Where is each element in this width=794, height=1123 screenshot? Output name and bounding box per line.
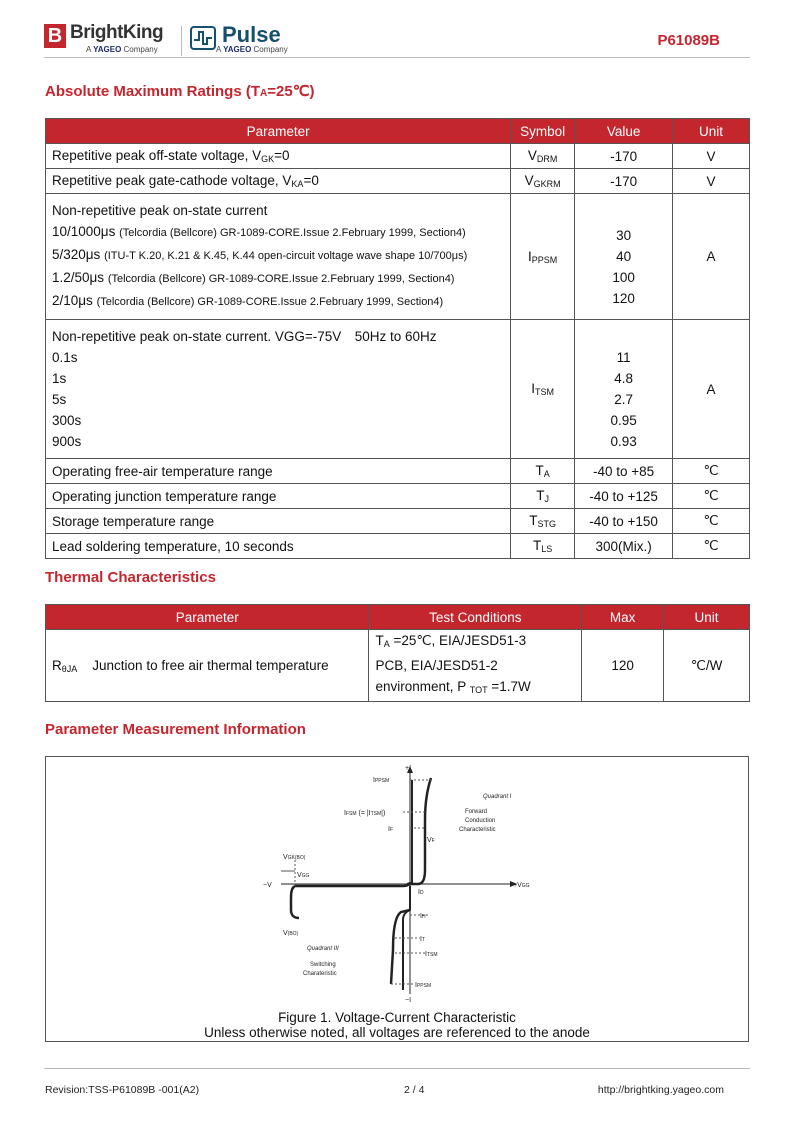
row-unit: ℃ [673,459,750,484]
vi-characteristic-diagram [255,760,540,1006]
header-unit: Unit [673,119,750,144]
row-parameter: Lead soldering temperature, 10 seconds [46,534,511,559]
row-symbol: $V_{DRM}$ [511,144,575,169]
row-symbol: $T_J$ [511,484,575,509]
table-row-ppsm [46,194,750,320]
label-quadrant-3: Quadrant III [307,946,339,952]
row-parameter: Operating junction temperature range [46,484,511,509]
tsm-values: 11 4.8 2.7 0.95 0.93 [575,320,673,459]
brightking-logo-text: BrightKing [70,22,164,43]
figure-caption: Figure 1. Voltage-Current Characteristic [278,1010,516,1025]
row-unit: V [673,169,750,194]
label-vgkbo: VGK(BO) [283,854,306,861]
row-value: -40 to +85 [575,459,673,484]
header-test-conditions: Test Conditions [369,605,582,630]
row-symbol: $T_A$ [511,459,575,484]
row-unit: ℃/W [664,630,750,702]
table-row [46,630,750,702]
brightking-logo-subtitle: A YAGEO Company [86,45,158,54]
row-test-conditions: $T_A$ =25℃, EIA/JESD51-3 PCB, EIA/JESD51-2 environment, P $_{TOT}$ =1.7W [369,630,582,702]
thermal-characteristics-title: Thermal Characteristics [45,569,216,586]
row-symbol: $T_{STG}$ [511,509,575,534]
label-it: IT [420,936,426,943]
figure-note: Unless otherwise noted, all voltages are referenced to the anode [204,1025,590,1040]
forward-curve [407,778,431,884]
ppsm-line: 1.2/50μs (Telcordia (Bellcore) GR-1089-CORE.Issue 2.February 1999, Section4) [52,270,455,285]
header-parameter: Parameter [46,119,511,144]
row-unit: V [673,144,750,169]
breakover-curve [291,886,299,918]
label-conduction: Conduction [465,818,496,824]
header-value: Value [575,119,673,144]
row-value: -40 to +150 [575,509,673,534]
row-unit: ℃ [673,509,750,534]
ppsm-symbol: $I_{PPSM}$ [511,194,575,320]
brightking-logo-mark: B [44,24,66,48]
label-quadrant-1: Quadrant I [483,794,512,800]
header-max: Max [582,605,664,630]
row-parameter: Operating free-air temperature range [46,459,511,484]
absolute-max-ratings-title: Absolute Maximum Ratings (TA=25℃) [45,83,315,100]
row-parameter: Repetitive peak off-state voltage, $V_{GK}=0$ [46,144,511,169]
header-parameter: Parameter [46,605,369,630]
table-row [46,484,750,509]
page-number: 2 / 4 [404,1084,425,1096]
ppsm-parameter [46,194,511,320]
ppsm-line: 5/320μs (ITU-T K.20, K.21 & K.45, K.44 open-circuit voltage wave shape 10/700μs) [52,247,468,262]
label-switching: Switching [310,962,336,968]
table-row [46,534,750,559]
label-vbo: V(BO) [283,930,299,937]
tsm-unit: A [673,320,750,459]
logo-divider [181,26,182,56]
revision-text: Revision:TSS-P61089B -001(A2) [45,1084,200,1096]
header-symbol: Symbol [511,119,575,144]
pulse-logo-text: Pulse [222,22,281,47]
row-max: 120 [582,630,664,702]
label-ippsm-bottom: IPPSM [415,982,432,989]
table-row-tsm [46,320,750,459]
row-value: 300(Mix.) [575,534,673,559]
ppsm-line: 10/1000μs (Telcordia (Bellcore) GR-1089-CORE.Issue 2.February 1999, Section4) [52,224,466,239]
tsm-parameter: Non-repetitive peak on-state current. VGG=-75V 50Hz to 60Hz 0.1s 1s 5s 300s 900s [46,320,511,459]
table-header-row [46,605,750,630]
ppsm-title: Non-repetitive peak on-state current [52,203,268,218]
header-rule [44,57,750,58]
label-minus-i: −I [405,997,412,1004]
table-row [46,509,750,534]
table-row [46,169,750,194]
table-row [46,459,750,484]
tsm-symbol: $I_{TSM}$ [511,320,575,459]
label-switching-characteristic: Charateristic [303,971,337,977]
label-id: ID [418,889,424,896]
tsm-title: Non-repetitive peak on-state current. VGG=-75V 50Hz to 60Hz [52,329,437,344]
row-value: -170 [575,169,673,194]
row-parameter: $R_{\theta JA}$ Junction to free air thermal temperature [46,630,369,702]
row-symbol: $V_{GKRM}$ [511,169,575,194]
label-vgg: VGG [297,872,310,879]
part-number: P61089B [657,32,720,49]
measurement-info-title: Parameter Measurement Information [45,721,306,738]
pulse-logo-subtitle: A YAGEO Company [216,45,288,54]
label-plus-vgg: +VGG [513,882,530,889]
row-symbol: $T_{LS}$ [511,534,575,559]
label-ifsm: IFSM (= |ITSM|) [344,810,386,817]
ppsm-values: 30 40 100 120 [575,194,673,320]
ppsm-line: 2/10μs (Telcordia (Bellcore) GR-1089-CORE.Issue 2.February 1999, Section4) [52,293,444,308]
ppsm-unit: A [673,194,750,320]
footer-url[interactable]: http://brightking.yageo.com [597,1084,724,1096]
row-parameter: Storage temperature range [46,509,511,534]
label-ih: IH [420,913,426,920]
label-plus-i: +I [405,765,412,772]
label-characteristic: Characteristic [459,827,496,833]
switching-curve-2 [391,910,410,984]
footer-rule [44,1068,750,1069]
label-ippsm-top: IPPSM [373,777,390,784]
label-if: IF [388,826,394,833]
absolute-max-ratings-table [45,118,750,559]
label-minus-v: −V [263,882,272,889]
row-unit: ℃ [673,534,750,559]
row-parameter: Repetitive peak gate-cathode voltage, $V_{KA}=0$ [46,169,511,194]
row-value: -40 to +125 [575,484,673,509]
pulse-logo-icon [190,26,216,50]
label-itsm: ITSM [425,951,438,958]
label-vf: VF [427,837,435,844]
thermal-characteristics-table [45,604,750,702]
row-value: -170 [575,144,673,169]
table-row [46,144,750,169]
table-header-row [46,119,750,144]
row-unit: ℃ [673,484,750,509]
header-unit: Unit [664,605,750,630]
label-forward: Forward [465,809,488,815]
